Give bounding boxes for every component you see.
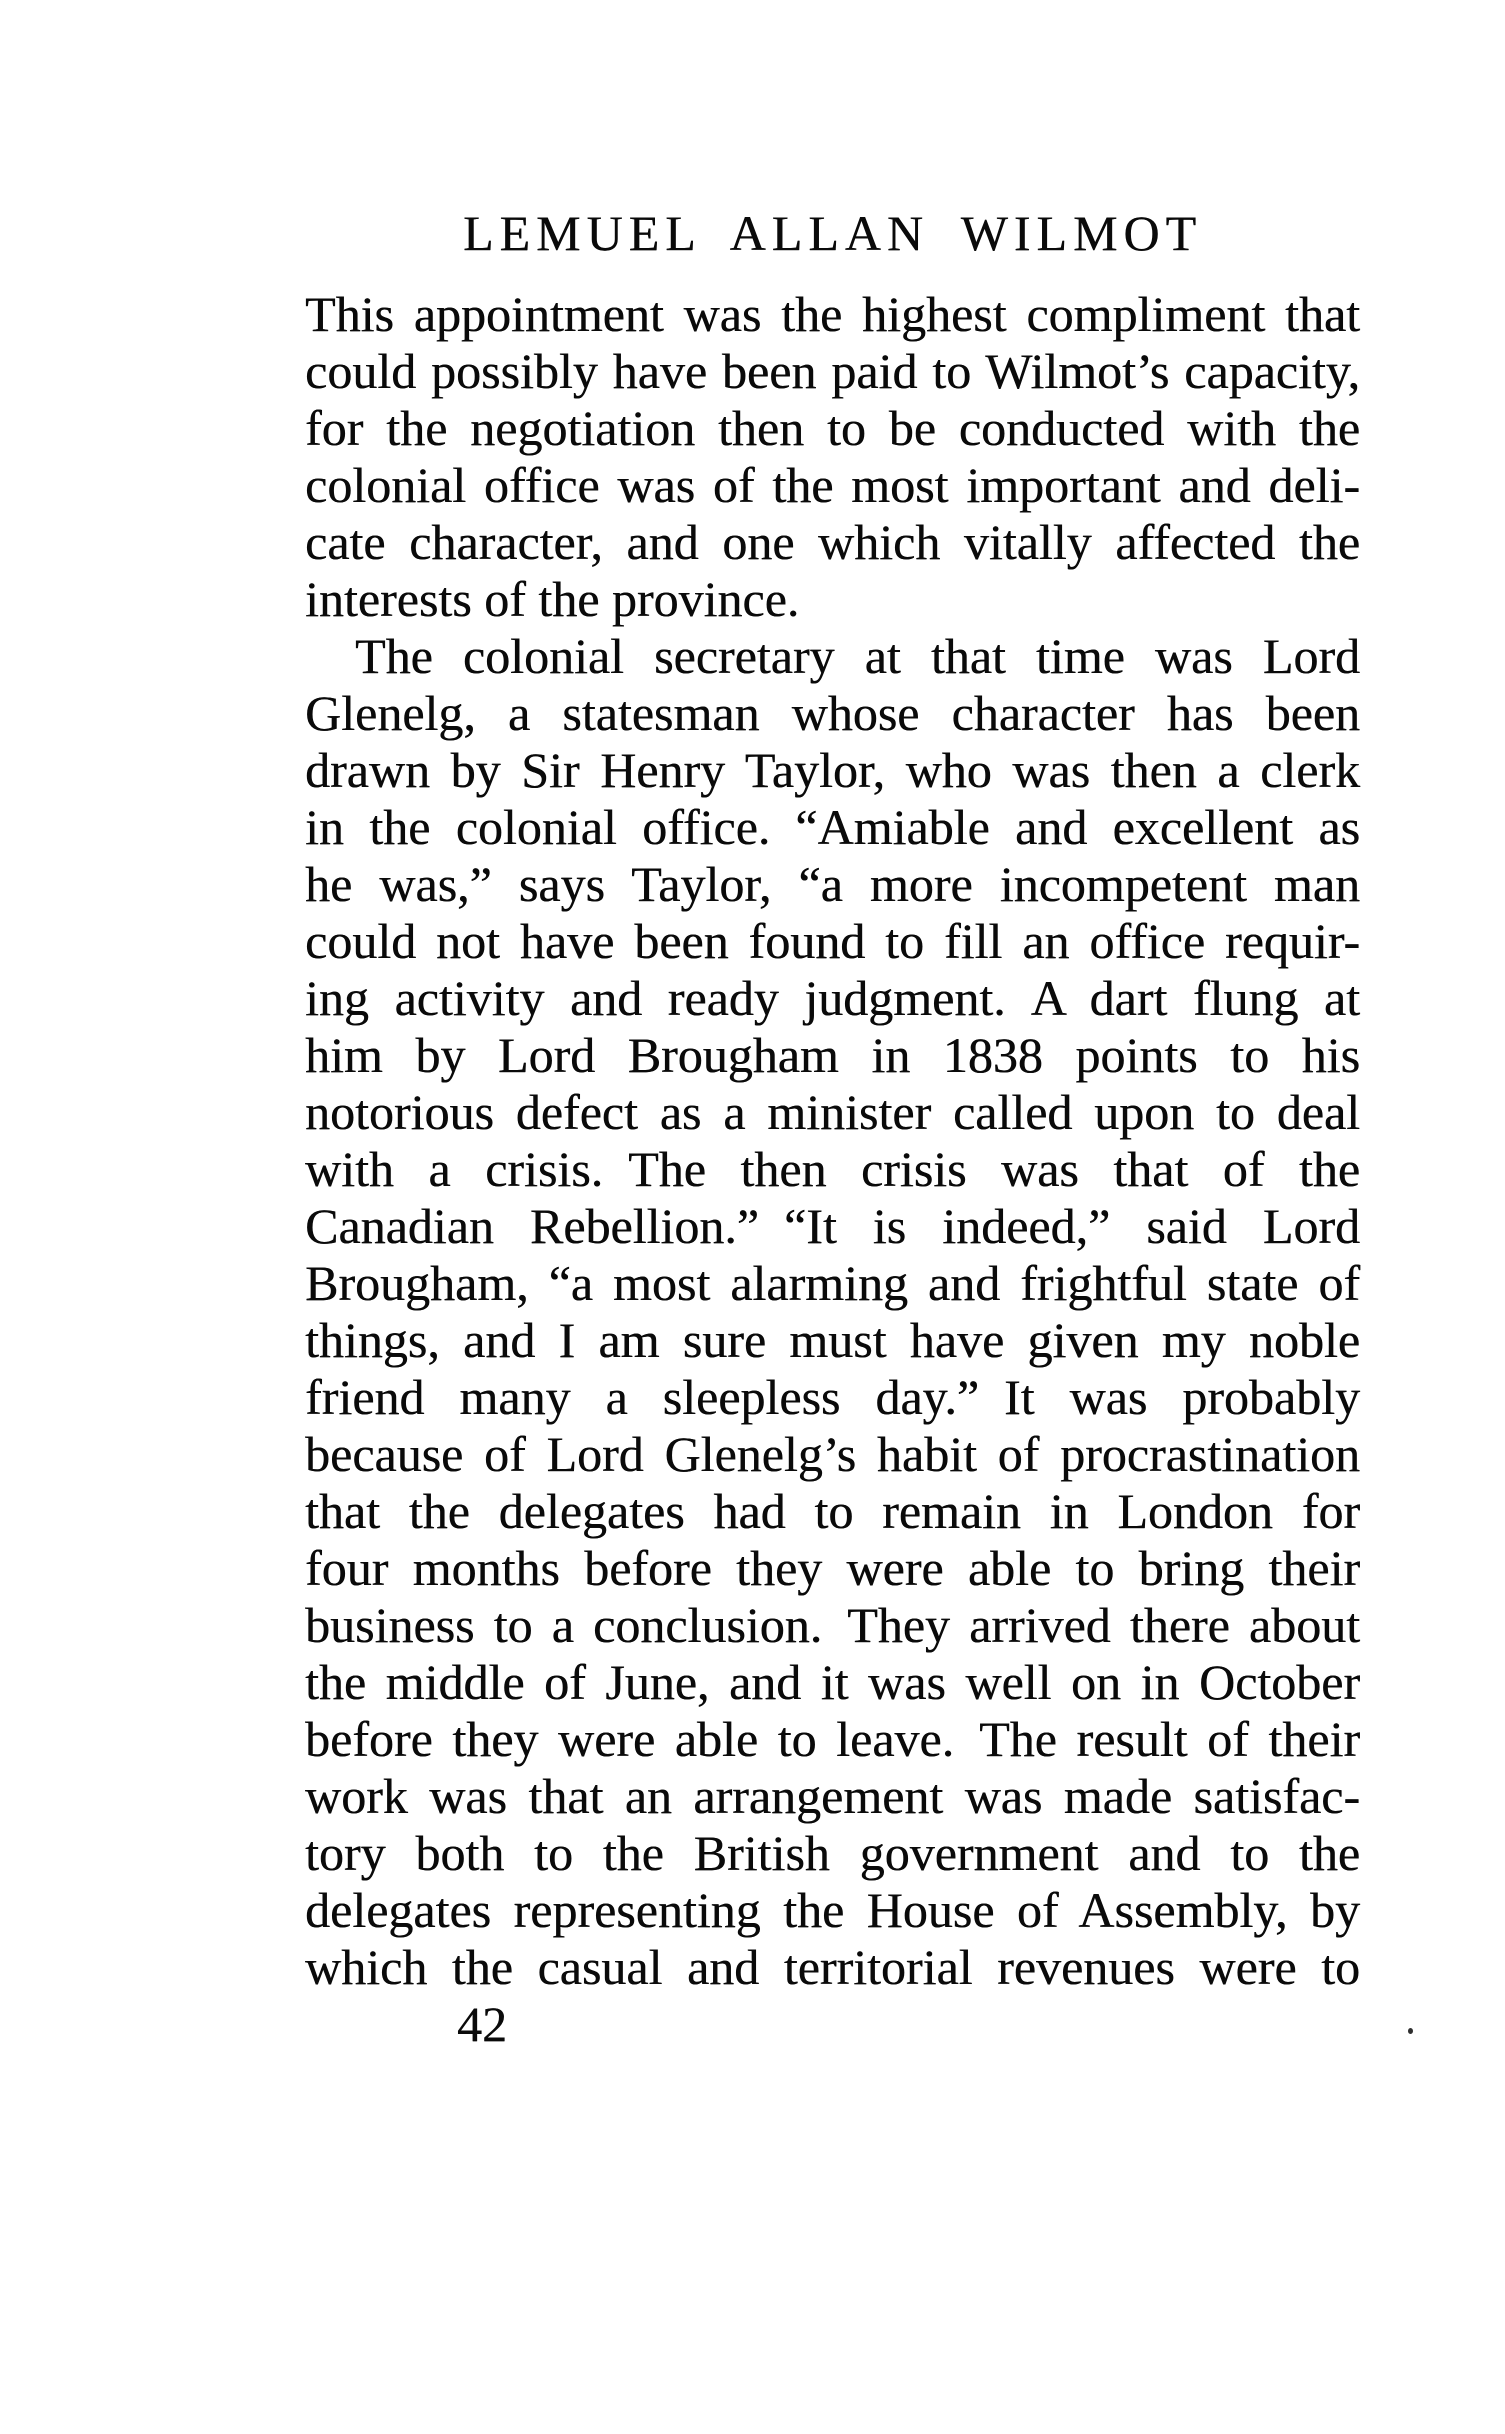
body-line: for the negotiation then to be conducted with the	[305, 400, 1360, 456]
body-line: friend many a sleepless day.” It was probably	[305, 1369, 1360, 1425]
body-line: interests of the province.	[305, 571, 800, 627]
body-line: because of Lord Glenelg’s habit of procrastination	[305, 1426, 1360, 1482]
body-line: Glenelg, a statesman whose character has been	[305, 685, 1360, 741]
body-line: business to a conclusion. They arrived there about	[305, 1597, 1360, 1653]
body-line: could not have been found to fill an office requir-	[305, 913, 1360, 969]
body-line: Canadian Rebellion.” “It is indeed,” said Lord	[305, 1198, 1360, 1254]
body-line: things, and I am sure must have given my noble	[305, 1312, 1360, 1368]
body-line: four months before they were able to bring their	[305, 1540, 1360, 1596]
body-line: delegates representing the House of Assembly, by	[305, 1882, 1360, 1938]
body-line: drawn by Sir Henry Taylor, who was then a clerk	[305, 742, 1360, 798]
page-title: LEMUEL ALLAN WILMOT	[462, 205, 1203, 261]
body-line: which the casual and territorial revenues were to	[305, 1939, 1360, 1995]
body-line: work was that an arrangement was made satisfac-	[305, 1768, 1360, 1824]
body-line: that the delegates had to remain in London for	[305, 1483, 1360, 1539]
body-line: tory both to the British government and to the	[305, 1825, 1360, 1881]
body-line: This appointment was the highest compliment that	[305, 286, 1360, 342]
body-line: with a crisis. The then crisis was that of the	[305, 1141, 1360, 1197]
body-line: him by Lord Brougham in 1838 points to his	[305, 1027, 1360, 1083]
body-line: he was,” says Taylor, “a more incompetent man	[305, 856, 1360, 912]
body-line: the middle of June, and it was well on in October	[305, 1654, 1360, 1710]
body-line: colonial office was of the most important and deli-	[305, 457, 1360, 513]
body-line: could possibly have been paid to Wilmot’s capacity,	[305, 343, 1360, 399]
body-line: Brougham, “a most alarming and frightful state of	[305, 1255, 1360, 1311]
body-line: cate character, and one which vitally affected the	[305, 514, 1360, 570]
body-line: before they were able to leave. The result of their	[305, 1711, 1360, 1767]
body-line: notorious defect as a minister called upon to deal	[305, 1084, 1360, 1140]
body-text-block	[305, 286, 1360, 1996]
page-number: 42	[457, 1996, 507, 2052]
body-line: ing activity and ready judgment. A dart flung at	[305, 970, 1360, 1026]
body-line: in the colonial office. “Amiable and excellent as	[305, 799, 1360, 855]
ink-speck	[1408, 2028, 1413, 2034]
body-line: The colonial secretary at that time was Lord	[355, 628, 1360, 684]
